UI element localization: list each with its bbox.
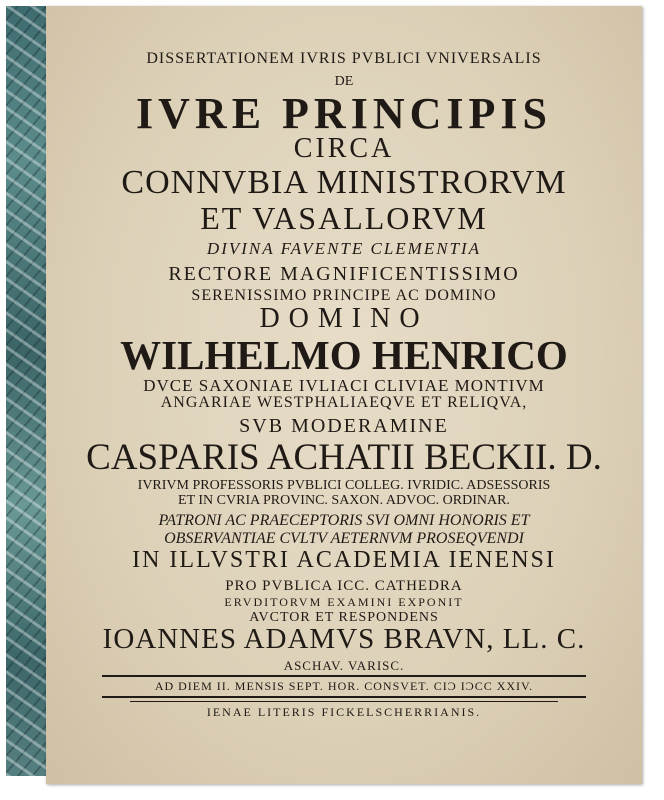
heading-dissertation: DISSERTATIONEM IVRIS PVBLICI VNIVERSALIS	[146, 50, 542, 67]
rule-top	[102, 675, 586, 677]
aschau-varisc: ASCHAV. VARISC.	[283, 658, 405, 673]
title-vasallorum: ET VASALLORVM	[200, 200, 488, 236]
rule-middle	[102, 696, 586, 698]
rector-magnificentissimo: RECTORE MAGNIFICENTISSIMO	[168, 263, 520, 285]
marbled-paper-binding	[6, 6, 49, 776]
sub-moderamine: SVB MODERAMINE	[239, 415, 449, 437]
heading-de: DE	[334, 74, 354, 89]
imprint-ienae: IENAE LITERIS FICKELSCHERRIANIS.	[206, 705, 482, 719]
ioannes-adamus-braun: IOANNES ADAMVS BRAVN, LL. C.	[102, 623, 586, 655]
patroni-ac-praeceptoris: PATRONI AC PRAECEPTORIS SVI OMNI HONORIS ET	[158, 512, 530, 529]
title-circa: CIRCA	[293, 133, 395, 164]
rule-middle-thin	[130, 701, 558, 702]
iurium-professoris: IVRIVM PROFESSORIS PVBLICI COLLEG. IVRIDIC. ADSESSORIS	[137, 478, 551, 493]
et-in-curia: ET IN CVRIA PROVINC. SAXON. ADVOC. ORDINAR.	[178, 493, 510, 508]
domino: DOMINO	[259, 303, 429, 334]
ad-diem-date-line: AD DIEM II. MENSIS SEPT. HOR. CONSVET. CIϽ IϽCC XXIV.	[154, 679, 534, 693]
auctor-et-respondens: AVCTOR ET RESPONDENS	[249, 610, 439, 625]
title-page	[46, 6, 642, 784]
in-illustri-academia: IN ILLVSTRI ACADEMIA IENENSI	[132, 547, 556, 573]
title-connubia: CONNVBIA MINISTRORVM	[121, 164, 567, 201]
duce-saxoniae: DVCE SAXONIAE IVLIACI CLIVIAE MONTIVM	[143, 376, 545, 395]
serenissimo-principe: SERENISSIMO PRINCIPE AC DOMINO	[191, 287, 497, 304]
eruditorum-examini: ERVDITORVM EXAMINI EXPONIT	[224, 595, 464, 609]
angariae-westphaliae: ANGARIAE WESTPHALIAEQVE ET RELIQVA,	[160, 394, 528, 411]
main-title: IVRE PRINCIPIS	[136, 89, 552, 138]
casparis-achatii-beckii: CASPARIS ACHATII BECKII. D.	[86, 437, 602, 478]
divina-favente-clementia: DIVINA FAVENTE CLEMENTIA	[206, 239, 482, 258]
observantiae-cultu: OBSERVANTIAE CVLTV AETERNVM PROSEQVENDI	[164, 530, 524, 547]
wilhelmo-henrico: WILHELMO HENRICO	[120, 332, 568, 378]
pro-publica-cathedra: PRO PVBLICA ICC. CATHEDRA	[225, 578, 463, 594]
